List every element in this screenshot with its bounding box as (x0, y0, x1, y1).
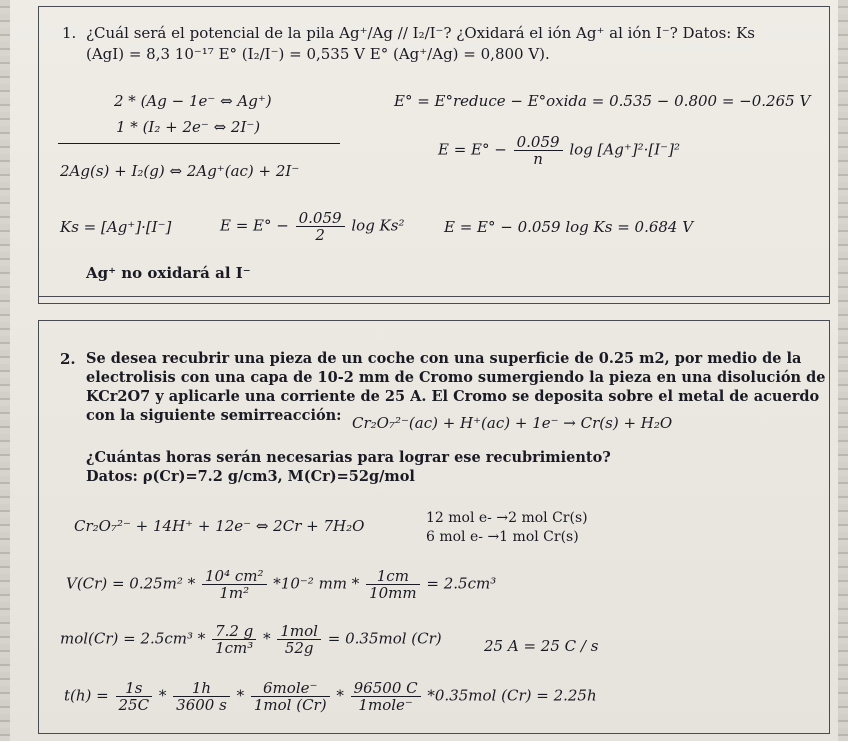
moles-calculation: mol(Cr) = 2.5cm³ * $\frac{7.2 g}{\text{1cm³}}$ * $\frac{\text{1mol}}{52g}$ = 0.35mol (Cr) (60, 622, 442, 657)
binder-edge-right (838, 0, 848, 741)
semireaction: Cr₂O₇²⁻(ac) + H⁺(ac) + 1e⁻ → Cr(s) + H₂O (352, 414, 673, 432)
standard-potential-equation: E° = E°reduce − E°oxida = 0.535 − 0.800 = −0.265 V (394, 92, 811, 110)
half-reaction-silver: 2 * (Ag − 1e⁻ ⇔ Ag⁺) (114, 92, 272, 110)
half-reaction-iodine: 1 * (I₂ + 2e⁻ ⇔ 2I⁻) (116, 118, 261, 136)
problem-2-line3: KCr2O7 y aplicarle una corriente de 25 A. El Cromo se deposita sobre el metal de acuerdo (86, 388, 820, 405)
sum-line (58, 143, 340, 144)
problem-2-question: ¿Cuántas horas serán necesarias para lograr ese recubrimiento? (86, 449, 611, 466)
mole-ratio-12: 12 mol e- →2 mol Cr(s) (426, 510, 588, 526)
divider-line (38, 296, 830, 297)
current-conversion: 25 A = 25 C / s (484, 637, 599, 655)
problem-2-line4: con la siguiente semirreacción: (86, 407, 342, 424)
potential-ks-equation: E = E° − $\frac{0.059}{2}$ log Ks² (220, 209, 405, 244)
volume-calculation: V(Cr) = 0.25m² * $\frac{\text{10⁴ cm²}}{\text{1m²}}$ *10⁻² mm * $\frac{1cm}{10mm}$ = 2.5cm³ (66, 567, 497, 602)
problem-2-line2: electrolisis con una capa de 10-2 mm de Cromo sumergiendo la pieza en una disolución de (86, 369, 826, 386)
problem-1-statement-line2: (AgI) = 8,3 10⁻¹⁷ E° (I₂/I⁻) = 0,535 V E° (Ag⁺/Ag) = 0,800 V). (86, 45, 550, 63)
problem-1-number: 1. (62, 24, 77, 42)
nernst-equation: E = E° − $\frac{0.059}{n}$ log [Ag⁺]²·[I⁻]² (438, 133, 680, 168)
global-reaction: 2Ag(s) + I₂(g) ⇔ 2Ag⁺(ac) + 2I⁻ (60, 162, 300, 180)
binder-edge-left (0, 0, 10, 741)
problem-1-statement-line1: ¿Cuál será el potencial de la pila Ag⁺/Ag // I₂/I⁻? ¿Oxidará el ión Ag⁺ al ión I⁻? Datos: Ks (86, 24, 755, 42)
problem-2-number: 2. (60, 350, 76, 368)
balanced-reaction: Cr₂O₇²⁻ + 14H⁺ + 12e⁻ ⇔ 2Cr + 7H₂O (74, 517, 365, 535)
solubility-product-equation: Ks = [Ag⁺]·[I⁻] (60, 218, 172, 236)
potential-result: E = E° − 0.059 log Ks = 0.684 V (444, 218, 694, 236)
problem-2-data: Datos: ρ(Cr)=7.2 g/cm3, M(Cr)=52g/mol (86, 468, 415, 485)
problem-2-line1: Se desea recubrir una pieza de un coche con una superficie de 0.25 m2, por medio de la (86, 350, 802, 367)
time-calculation: t(h) = $\frac{1s}{25C}$ * $\frac{1h}{3600 s}$ * $\frac{\text{6mole⁻}}{\text{1mol (Cr)}}$ * $\frac{96500 C}{\text{1mole⁻}}$ *0.35mol (Cr) = 2.25h (64, 679, 597, 714)
problem-1-conclusion: Ag⁺ no oxidará al I⁻ (86, 264, 251, 282)
mole-ratio-6: 6 mol e- →1 mol Cr(s) (426, 529, 579, 545)
